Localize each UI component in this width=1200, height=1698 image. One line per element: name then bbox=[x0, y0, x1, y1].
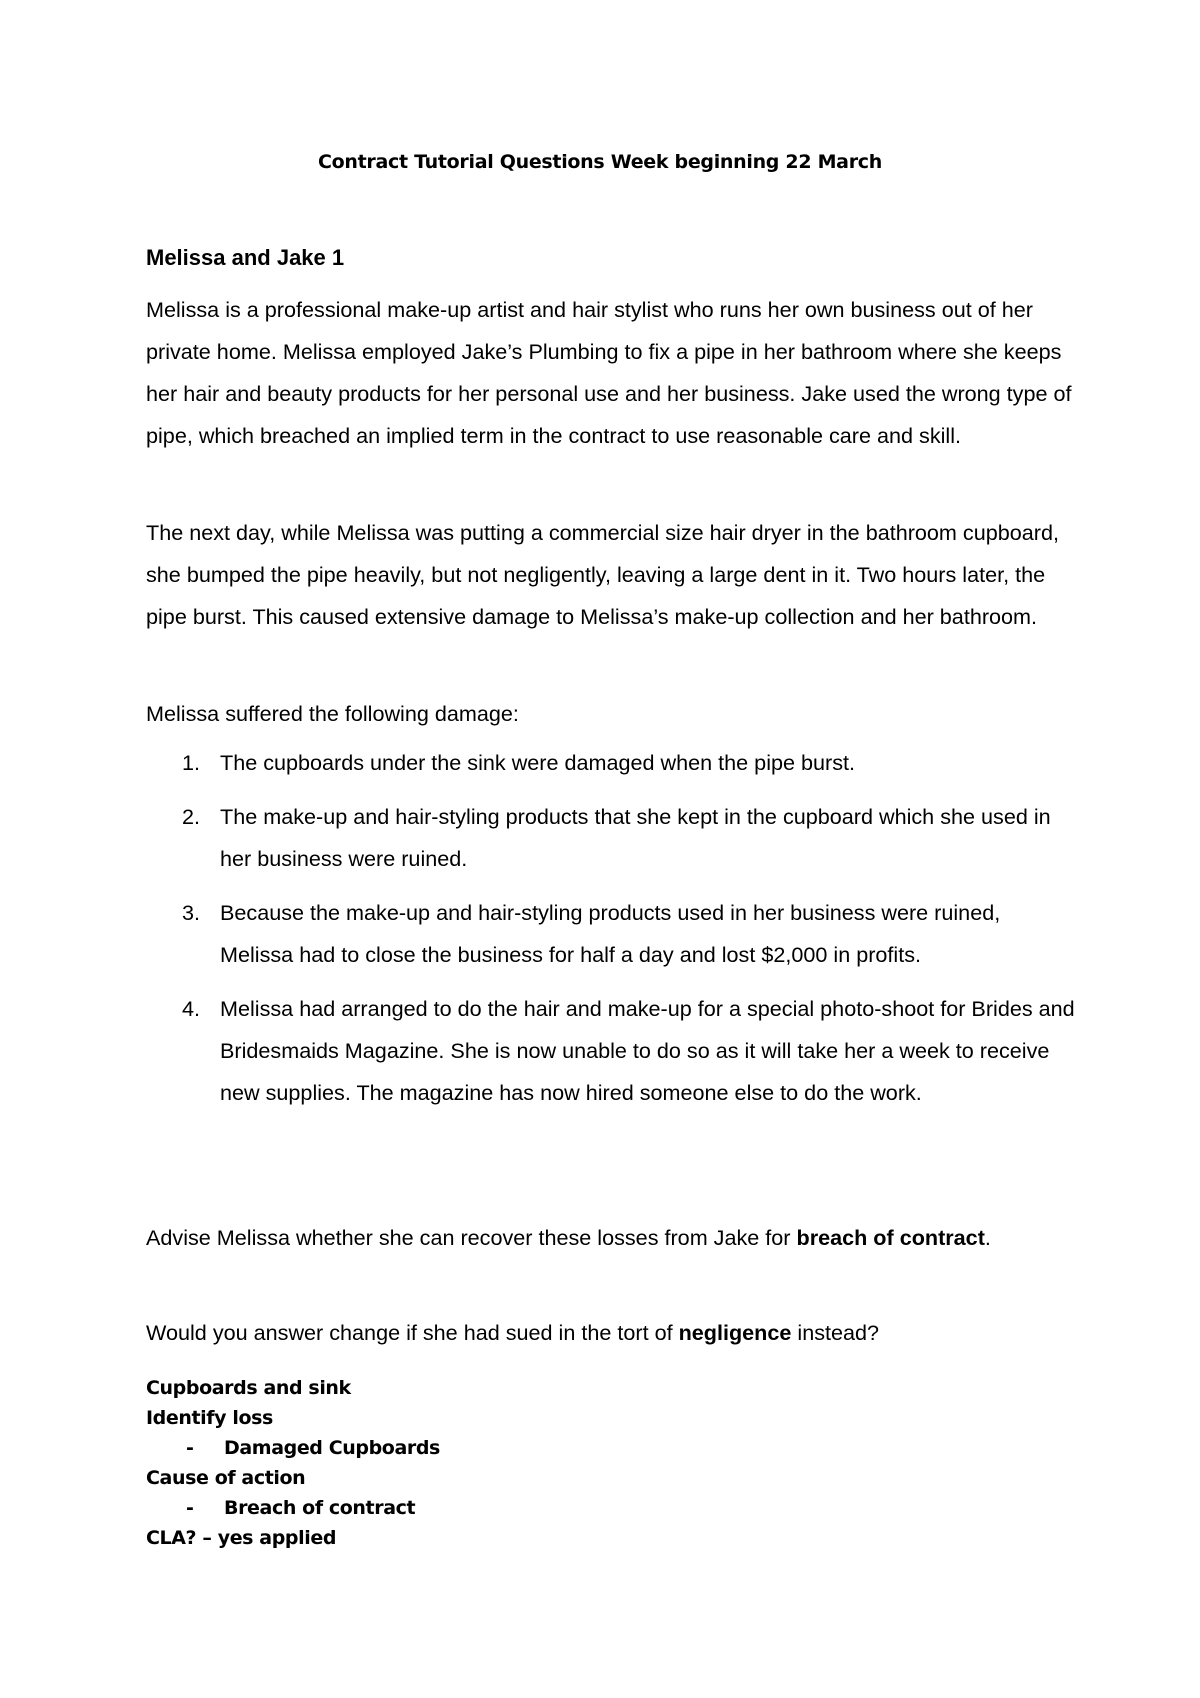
list-item bbox=[146, 742, 1076, 784]
list-item-text: The make-up and hair-styling products that she kept in the cupboard which she used in her business were ruined. bbox=[220, 804, 1051, 871]
list-item-number: 4. bbox=[182, 996, 201, 1021]
identify-loss-item bbox=[146, 1433, 1076, 1463]
paragraph-incident: The next day, while Melissa was putting a commercial size hair dryer in the bathroom cupboard, she bumped the pipe heavily, but not negligently, leaving a large dent in it. Two hours later, the pipe burst. This caused extensive damage to Melissa’s make-up collection and her bathroom. bbox=[146, 520, 1059, 629]
identify-loss-label: Identify loss bbox=[146, 1407, 273, 1429]
document-title: Contract Tutorial Questions Week beginning 22 March bbox=[318, 151, 882, 173]
cause-of-action-label: Cause of action bbox=[146, 1467, 306, 1489]
list-item bbox=[146, 988, 1076, 1114]
list-item-number: 2. bbox=[182, 804, 201, 829]
list-item bbox=[146, 892, 1076, 976]
paragraph-damage-intro: Melissa suffered the following damage: bbox=[146, 701, 519, 726]
dash-bullet: - bbox=[186, 1497, 194, 1519]
paragraph-advise bbox=[146, 1217, 1076, 1259]
advise-end: . bbox=[984, 1225, 991, 1250]
list-item-number: 1. bbox=[182, 750, 201, 775]
list-item-text: Melissa had arranged to do the hair and make-up for a special photo-shoot for Brides and Bridesmaids Magazine. She is now unable to do so as it will take her a week to receive new supplies. The magazine has now hired someone else to do the work. bbox=[220, 996, 1075, 1105]
cla-line: CLA? – yes applied bbox=[146, 1527, 337, 1549]
dash-bullet: - bbox=[186, 1437, 194, 1459]
question-text: Would you answer change if she had sued in the tort of bbox=[146, 1320, 679, 1345]
question-emphasis: negligence bbox=[678, 1320, 792, 1345]
damage-list bbox=[146, 742, 1076, 1126]
list-item-text: Because the make-up and hair-styling products used in her business were ruined, Melissa had to close the business for half a day and lost $2,000 in profits. bbox=[220, 900, 1001, 967]
paragraph-question bbox=[146, 1312, 1076, 1354]
answer-notes bbox=[146, 1373, 1076, 1553]
advise-text: Advise Melissa whether she can recover these losses from Jake for bbox=[146, 1225, 797, 1250]
paragraph-scenario: Melissa is a professional make-up artist and hair stylist who runs her own business out of her private home. Melissa employed Jake’s Plumbing to fix a pipe in her bathroom where she keeps her hair and beauty products for her personal use and her business. Jake used the wrong type of pipe, which breached an implied term in the contract to use reasonable care and skill. bbox=[146, 297, 1072, 448]
list-item bbox=[146, 796, 1076, 880]
identify-loss-item-text: Damaged Cupboards bbox=[224, 1437, 440, 1459]
cause-of-action-item bbox=[146, 1493, 1076, 1523]
advise-emphasis: breach of contract bbox=[796, 1225, 985, 1250]
notes-heading: Cupboards and sink bbox=[146, 1377, 351, 1399]
section-heading: Melissa and Jake 1 bbox=[146, 245, 345, 270]
list-item-number: 3. bbox=[182, 900, 201, 925]
cause-of-action-item-text: Breach of contract bbox=[224, 1497, 416, 1519]
list-item-text: The cupboards under the sink were damaged when the pipe burst. bbox=[220, 750, 856, 775]
question-end: instead? bbox=[791, 1320, 880, 1345]
